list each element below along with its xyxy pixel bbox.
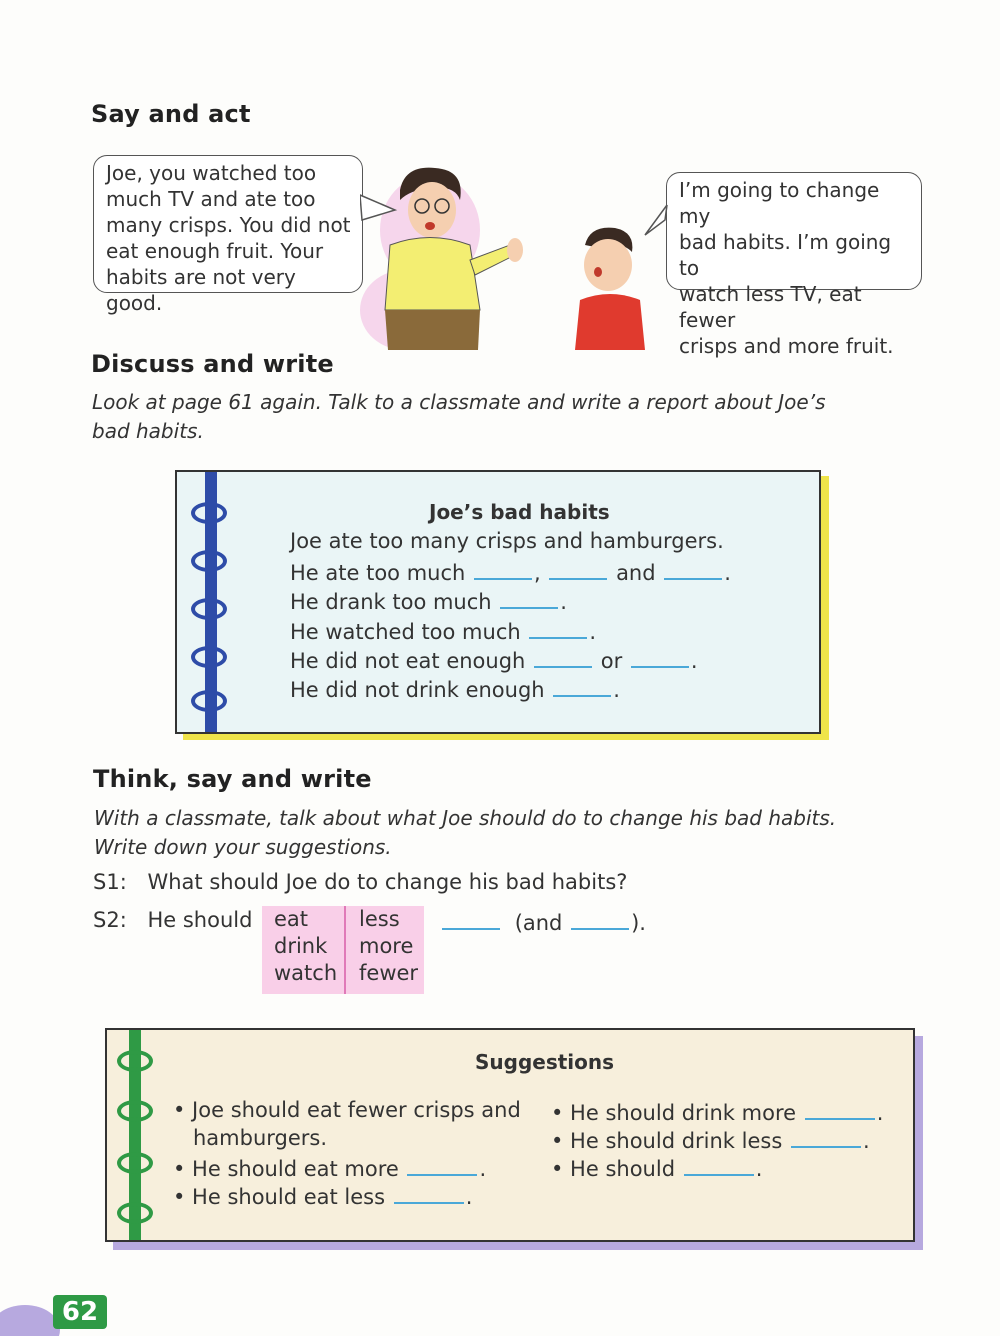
suggestion-text: • He should eat less <box>173 1185 386 1209</box>
habit-text: He watched too much <box>290 620 521 644</box>
habit-line-3 <box>290 587 567 614</box>
ring-icon <box>191 598 227 620</box>
teacher-and-joe-illustration <box>360 160 670 350</box>
page-number: 62 <box>53 1295 107 1329</box>
bubble-line: crisps and more fruit. <box>679 334 894 358</box>
answer-blank[interactable] <box>474 558 532 580</box>
answer-blank[interactable] <box>534 646 592 668</box>
ring-icon <box>117 1050 153 1072</box>
habit-line-6 <box>290 675 620 702</box>
answer-blank[interactable] <box>553 675 611 697</box>
and-open-text: (and <box>514 911 563 935</box>
corner-decoration <box>0 1290 60 1336</box>
dialogue-text: He should <box>147 908 253 932</box>
s2-completion <box>440 908 646 935</box>
verb-option: watch <box>274 961 338 985</box>
suggestion-item <box>551 1126 870 1153</box>
ring-icon <box>191 646 227 668</box>
verb-option: drink <box>274 934 328 958</box>
or-text: or <box>600 649 623 673</box>
answer-blank[interactable] <box>442 908 500 930</box>
habit-text: He drank too much <box>290 590 492 614</box>
instruction-discuss <box>92 388 826 446</box>
ring-icon <box>117 1152 153 1174</box>
heading-discuss-and-write: Discuss and write <box>91 350 334 378</box>
ring-icon <box>191 550 227 572</box>
bubble-line: bad habits. I’m going to <box>679 230 892 280</box>
ring-icon <box>117 1202 153 1224</box>
answer-blank[interactable] <box>571 908 629 930</box>
period-text: . <box>479 1157 487 1181</box>
verb-option: eat <box>274 907 309 931</box>
instruction-line: Write down your suggestions. <box>94 835 392 859</box>
answer-blank[interactable] <box>407 1154 477 1176</box>
dialogue-s2 <box>93 908 252 932</box>
notebook-title: Joe’s bad habits <box>429 500 610 524</box>
dialogue-text: What should Joe do to change his bad habits? <box>147 870 628 894</box>
suggestion-item <box>551 1098 883 1125</box>
word-choices-box <box>262 906 424 994</box>
bubble-line: habits are not very good. <box>106 265 296 315</box>
speaker-label: S2: <box>93 908 127 932</box>
bubble-line: watch less TV, eat fewer <box>679 282 862 332</box>
suggestion-item <box>173 1182 472 1209</box>
quantifier-option: less <box>359 907 400 931</box>
period-text: . <box>755 1157 763 1181</box>
suggestion-item: • Joe should eat fewer crisps and <box>173 1098 521 1122</box>
answer-blank[interactable] <box>549 558 607 580</box>
comma-text: , <box>534 561 541 585</box>
suggestion-item <box>173 1154 486 1181</box>
joes-bad-habits-notebook <box>175 470 821 734</box>
bubble-line: much TV and ate too <box>106 187 316 211</box>
answer-blank[interactable] <box>805 1098 875 1120</box>
instruction-line: Look at page 61 again. Talk to a classmate and write a report about Joe’s <box>92 390 826 414</box>
habit-text: He did not eat enough <box>290 649 526 673</box>
period-text: . <box>690 649 698 673</box>
instruction-line: bad habits. <box>92 419 204 443</box>
habit-line-5 <box>290 646 698 673</box>
habit-line-2 <box>290 558 731 585</box>
heading-think-say-write: Think, say and write <box>93 765 372 793</box>
answer-blank[interactable] <box>684 1154 754 1176</box>
quantifier-column <box>359 906 418 987</box>
teacher-speech-bubble <box>93 155 363 315</box>
suggestions-title: Suggestions <box>475 1050 615 1074</box>
quantifier-option: fewer <box>359 961 419 985</box>
answer-blank[interactable] <box>791 1126 861 1148</box>
instruction-line: With a classmate, talk about what Joe should do to change his bad habits. <box>94 806 837 830</box>
answer-blank[interactable] <box>500 587 558 609</box>
period-text: . <box>560 590 567 614</box>
habit-text: He ate too much <box>290 561 466 585</box>
period-text: . <box>724 561 731 585</box>
answer-blank[interactable] <box>394 1182 464 1204</box>
verb-column <box>274 906 337 987</box>
answer-blank[interactable] <box>664 558 722 580</box>
answer-blank[interactable] <box>529 617 587 639</box>
suggestion-item: hamburgers. <box>193 1126 328 1150</box>
joe-speech-bubble <box>666 172 922 358</box>
period-text: . <box>613 678 620 702</box>
period-text: . <box>465 1185 473 1209</box>
speaker-label: S1: <box>93 870 127 894</box>
and-close-text: ). <box>631 911 646 935</box>
instruction-think <box>94 804 836 862</box>
answer-blank[interactable] <box>631 646 689 668</box>
bubble-line: Joe, you watched too <box>106 161 317 185</box>
suggestion-item <box>551 1154 762 1181</box>
quantifier-option: more <box>359 934 414 958</box>
period-text: . <box>589 620 597 644</box>
bubble-line: I’m going to change my <box>679 178 880 228</box>
and-text: and <box>616 561 656 585</box>
ring-icon <box>191 690 227 712</box>
period-text: . <box>862 1129 870 1153</box>
habit-line-1: Joe ate too many crisps and hamburgers. <box>290 529 724 553</box>
dialogue-s1 <box>93 870 627 894</box>
period-text: . <box>876 1101 884 1125</box>
suggestion-text: • He should drink more <box>551 1101 797 1125</box>
suggestion-text: • He should drink less <box>551 1129 783 1153</box>
suggestion-text: • He should eat more <box>173 1157 399 1181</box>
ring-icon <box>191 502 227 524</box>
bubble-line: eat enough fruit. Your <box>106 239 324 263</box>
bubble-line: many crisps. You did not <box>106 213 351 237</box>
column-divider <box>344 906 346 994</box>
suggestions-notebook <box>105 1028 915 1242</box>
heading-say-and-act: Say and act <box>91 100 251 128</box>
habit-text: He did not drink enough <box>290 678 545 702</box>
ring-icon <box>117 1100 153 1122</box>
habit-line-4 <box>290 617 596 644</box>
suggestion-text: • He should <box>551 1157 676 1181</box>
